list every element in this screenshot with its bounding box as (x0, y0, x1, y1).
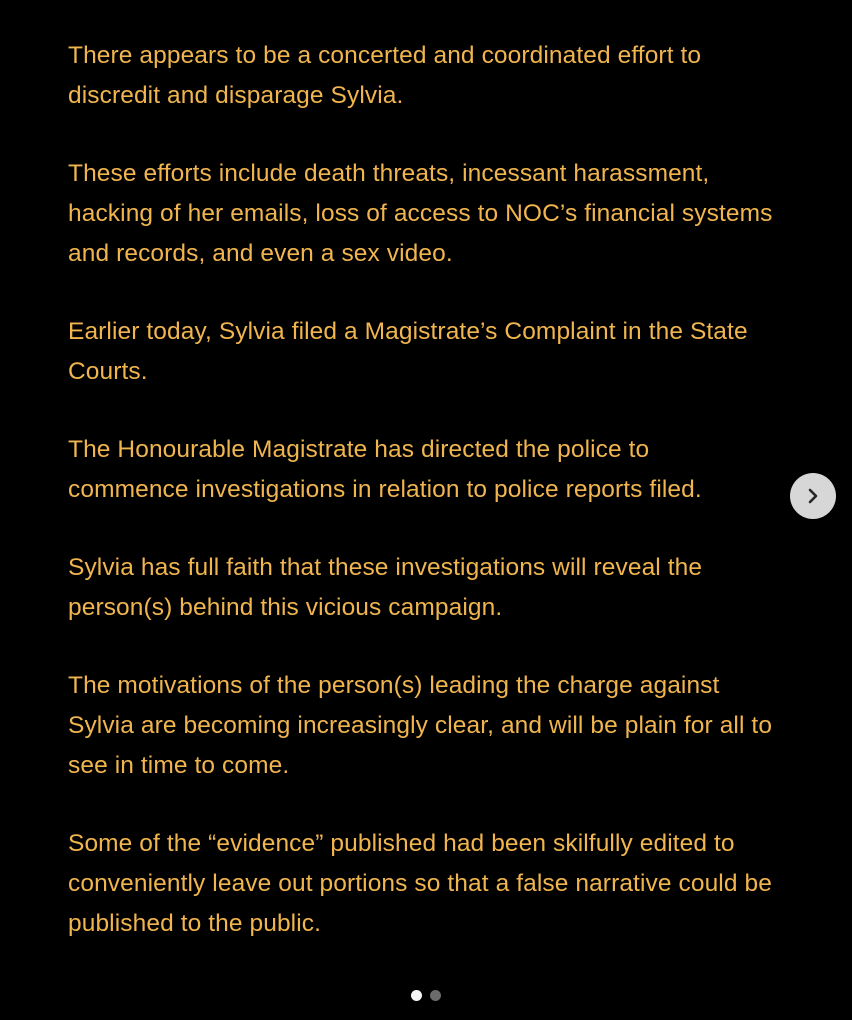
paragraph-2: These efforts include death threats, incessant harassment, hacking of her emails, loss of access to NOC’s financial systems and records, and even a sex video. (68, 160, 773, 267)
paragraph-6: The motivations of the person(s) leading the charge against Sylvia are becoming increasingly clear, and will be plain for all to see in time to come. (68, 672, 773, 779)
statement-text (68, 36, 773, 982)
paragraph-7: Some of the “evidence” published had been skilfully edited to conveniently leave out portions so that a false narrative could be published to the public. (68, 830, 772, 937)
chevron-right-icon (804, 487, 822, 505)
pagination-dot-2[interactable] (430, 990, 441, 1001)
carousel-next-button[interactable] (790, 473, 836, 519)
carousel-pagination (0, 990, 852, 1001)
paragraph-3: Earlier today, Sylvia filed a Magistrate’s Complaint in the State Courts. (68, 318, 748, 385)
pagination-dot-1[interactable] (411, 990, 422, 1001)
paragraph-4: The Honourable Magistrate has directed the police to commence investigations in relation to police reports filed. (68, 436, 702, 503)
paragraph-1: There appears to be a concerted and coordinated effort to discredit and disparage Sylvia. (68, 42, 702, 109)
paragraph-5: Sylvia has full faith that these investigations will reveal the person(s) behind this vicious campaign. (68, 554, 703, 621)
